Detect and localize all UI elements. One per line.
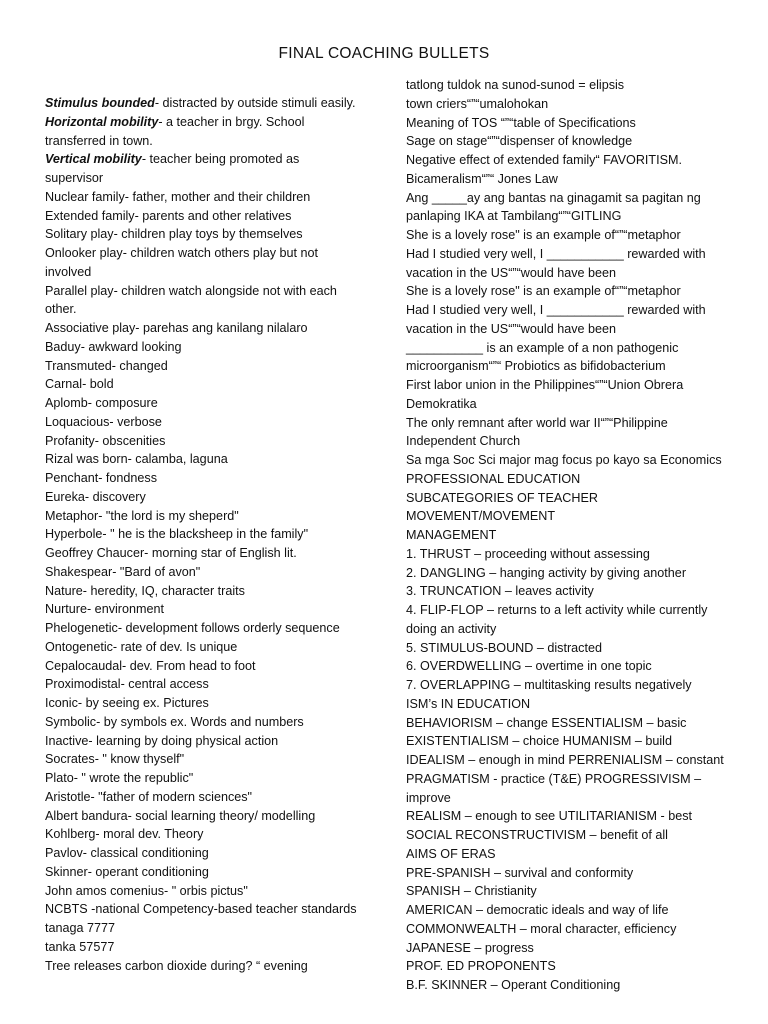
definition-text: Solitary play- children play toys by themselves bbox=[45, 227, 303, 242]
definition-text: Tree releases carbon dioxide during? “ evening bbox=[45, 958, 308, 973]
left-line bbox=[45, 113, 365, 132]
left-line bbox=[45, 675, 365, 694]
definition-text: Transmuted- changed bbox=[45, 358, 168, 373]
right-column bbox=[406, 76, 741, 995]
right-line: SOCIAL RECONSTRUCTIVISM – benefit of all bbox=[406, 828, 668, 842]
definition-text: Geoffrey Chaucer- morning star of English lit. bbox=[45, 546, 297, 560]
right-line: JAPANESE – progress bbox=[406, 940, 534, 955]
right-line: Independent Church bbox=[406, 434, 521, 449]
right-line: Ang _____ay ang bantas na ginagamit sa pagitan ng bbox=[406, 190, 701, 205]
right-line: PROFESSIONAL EDUCATION bbox=[406, 471, 581, 486]
definition-text: Iconic- by seeing ex. Pictures bbox=[45, 696, 209, 710]
right-line: 5. STIMULUS-BOUND – distracted bbox=[406, 640, 602, 655]
right-line: panlaping IKA at Tambilang“”“GITLING bbox=[406, 209, 622, 224]
definition-text: Skinner- operant conditioning bbox=[45, 864, 209, 879]
left-line bbox=[45, 469, 365, 488]
definition-text: Inactive- learning by doing physical action bbox=[45, 733, 279, 748]
right-line: microorganism“”“ Probiotics as bifidobacterium bbox=[406, 359, 666, 374]
left-line bbox=[45, 882, 365, 901]
left-line bbox=[45, 825, 365, 844]
definition-text: tanaga 7777 bbox=[45, 921, 116, 935]
right-line: ___________ is an example of a non pathogenic bbox=[406, 340, 679, 355]
right-line: 3. TRUNCATION – leaves activity bbox=[406, 584, 594, 599]
left-line bbox=[45, 263, 365, 282]
left-line bbox=[45, 844, 365, 863]
definition-text: Baduy- awkward looking bbox=[45, 339, 182, 354]
left-line bbox=[45, 732, 365, 751]
definition-text: Metaphor- "the lord is my sheperd" bbox=[45, 508, 239, 523]
right-line: 1. THRUST – proceeding without assessing bbox=[406, 546, 650, 561]
definition-text: NCBTS -national Competency-based teacher standards bbox=[45, 902, 357, 917]
right-line: 2. DANGLING – hanging activity by giving another bbox=[406, 565, 687, 580]
left-line bbox=[45, 244, 365, 263]
right-line: PRE-SPANISH – survival and conformity bbox=[406, 865, 634, 880]
left-line bbox=[45, 657, 365, 676]
definition-text: Rizal was born- calamba, laguna bbox=[45, 452, 228, 467]
left-line bbox=[45, 225, 365, 244]
definition-text: Proximodistal- central access bbox=[45, 677, 209, 692]
term-label: Vertical mobility bbox=[45, 152, 142, 167]
left-line bbox=[45, 788, 365, 807]
right-line: Demokratika bbox=[406, 396, 477, 411]
definition-text: Hyperbole- " he is the blacksheep in the family" bbox=[45, 527, 309, 542]
left-line bbox=[45, 413, 365, 432]
right-line: vacation in the US“”“would have been bbox=[406, 265, 617, 280]
right-line: SPANISH – Christianity bbox=[406, 884, 537, 899]
left-line bbox=[45, 544, 365, 563]
definition-text: Ontogenetic- rate of dev. Is unique bbox=[45, 639, 238, 654]
page-title: FINAL COACHING BULLETS bbox=[278, 45, 490, 62]
left-line bbox=[45, 394, 365, 413]
right-line: 4. FLIP-FLOP – returns to a left activity while currently bbox=[406, 603, 708, 617]
right-line: Meaning of TOS “”“table of Specifications bbox=[406, 115, 636, 130]
left-line bbox=[45, 450, 365, 469]
left-line bbox=[45, 713, 365, 732]
left-line bbox=[45, 957, 365, 976]
right-line: Bicameralism“”“ Jones Law bbox=[406, 171, 558, 186]
definition-text: Eureka- discovery bbox=[45, 489, 146, 504]
definition-text: other. bbox=[45, 302, 77, 317]
definition-text: involved bbox=[45, 264, 92, 279]
left-line bbox=[45, 132, 365, 151]
left-line bbox=[45, 375, 365, 394]
left-line bbox=[45, 582, 365, 601]
right-line: AMERICAN – democratic ideals and way of life bbox=[406, 903, 669, 917]
right-line: EXISTENTIALISM – choice HUMANISM – build bbox=[406, 734, 672, 749]
definition-text: Profanity- obscenities bbox=[45, 433, 166, 448]
right-line: She is a lovely rose" is an example of“”“metaphor bbox=[406, 284, 681, 299]
definition-text: Onlooker play- children watch others play but not bbox=[45, 246, 319, 260]
right-line: 7. OVERLAPPING – multitasking results negatively bbox=[406, 678, 692, 692]
definition-text: Parallel play- children watch alongside not with each bbox=[45, 283, 337, 298]
definition-text: Penchant- fondness bbox=[45, 471, 158, 485]
term-label: Stimulus bounded bbox=[45, 96, 155, 110]
definition-text: Associative play- parehas ang kanilang nilalaro bbox=[45, 321, 308, 335]
right-line: doing an activity bbox=[406, 621, 497, 636]
left-line bbox=[45, 938, 365, 957]
right-line: COMMONWEALTH – moral character, efficiency bbox=[406, 921, 677, 936]
right-line: tatlong tuldok na sunod-sunod = elipsis bbox=[406, 78, 625, 92]
definition-text: Symbolic- by symbols ex. Words and numbers bbox=[45, 714, 304, 729]
right-line: Sage on stage“”“dispenser of knowledge bbox=[406, 134, 633, 149]
right-line: IDEALISM – enough in mind PERRENIALISM – constant bbox=[406, 753, 724, 767]
right-line: SUBCATEGORIES OF TEACHER MOVEMENT/MOVEMENT bbox=[406, 490, 598, 524]
right-line: REALISM – enough to see UTILITARIANISM - best bbox=[406, 809, 693, 824]
right-line: improve bbox=[406, 790, 451, 805]
left-line bbox=[45, 432, 365, 451]
definition-text: - teacher being promoted as bbox=[141, 152, 300, 167]
left-line bbox=[45, 207, 365, 226]
definition-text: Nurture- environment bbox=[45, 602, 164, 617]
left-line bbox=[45, 507, 365, 526]
right-line: ISM’s IN EDUCATION bbox=[406, 696, 531, 711]
left-line bbox=[45, 900, 365, 919]
definition-text: Aplomb- composure bbox=[45, 396, 158, 410]
right-line: The only remnant after world war II“”“Philippine bbox=[406, 415, 668, 430]
left-line bbox=[45, 282, 365, 301]
right-line: PRAGMATISM - practice (T&E) PROGRESSIVISM – bbox=[406, 771, 702, 786]
left-line bbox=[45, 525, 365, 544]
left-line bbox=[45, 863, 365, 882]
definition-text: Kohlberg- moral dev. Theory bbox=[45, 827, 204, 842]
left-line bbox=[45, 319, 365, 338]
right-line: vacation in the US“”“would have been bbox=[406, 321, 617, 336]
definition-text: Nature- heredity, IQ, character traits bbox=[45, 583, 245, 598]
right-line: 6. OVERDWELLING – overtime in one topic bbox=[406, 659, 652, 674]
left-column bbox=[45, 94, 365, 975]
right-line: Had I studied very well, I ___________ rewarded with bbox=[406, 246, 706, 261]
left-line bbox=[45, 357, 365, 376]
left-line bbox=[45, 619, 365, 638]
left-line bbox=[45, 150, 365, 169]
left-line bbox=[45, 807, 365, 826]
right-line: PROF. ED PROPONENTS bbox=[406, 959, 556, 974]
right-line: She is a lovely rose" is an example of“”“metaphor bbox=[406, 228, 681, 242]
left-line bbox=[45, 750, 365, 769]
definition-text: Albert bandura- social learning theory/ modelling bbox=[45, 808, 316, 823]
right-line: town criers“”“umalohokan bbox=[406, 96, 549, 111]
right-line: B.F. SKINNER – Operant Conditioning bbox=[406, 978, 621, 992]
definition-text: Plato- " wrote the republic" bbox=[45, 771, 194, 785]
right-line: BEHAVIORISM – change ESSENTIALISM – basic bbox=[406, 715, 687, 730]
definition-text: Cepalocaudal- dev. From head to foot bbox=[45, 658, 256, 673]
definition-text: transferred in town. bbox=[45, 133, 153, 148]
definition-text: John amos comenius- " orbis pictus" bbox=[45, 883, 248, 898]
left-line bbox=[45, 94, 365, 113]
left-line bbox=[45, 638, 365, 657]
left-line bbox=[45, 300, 365, 319]
definition-text: Loquacious- verbose bbox=[45, 414, 162, 429]
definition-text: Phelogenetic- development follows orderly sequence bbox=[45, 621, 340, 635]
definition-text: supervisor bbox=[45, 171, 104, 185]
left-line bbox=[45, 919, 365, 938]
left-line bbox=[45, 338, 365, 357]
left-line bbox=[45, 169, 365, 188]
definition-text: Extended family- parents and other relatives bbox=[45, 208, 292, 223]
definition-text: - distracted by outside stimuli easily. bbox=[154, 96, 356, 110]
definition-text: tanka 57577 bbox=[45, 939, 115, 954]
right-line: Negative effect of extended family“ FAVORITISM. bbox=[406, 153, 683, 167]
right-line: Sa mga Soc Sci major mag focus po kayo sa Economics bbox=[406, 453, 722, 467]
term-label: Horizontal mobility bbox=[45, 114, 159, 129]
right-line: AIMS OF ERAS bbox=[406, 846, 496, 861]
definition-text: Aristotle- "father of modern sciences" bbox=[45, 789, 253, 804]
left-line bbox=[45, 563, 365, 582]
definition-text: - a teacher in brgy. School bbox=[158, 114, 305, 129]
definition-text: Socrates- " know thyself" bbox=[45, 752, 185, 767]
left-line bbox=[45, 694, 365, 713]
left-line bbox=[45, 188, 365, 207]
right-line: MANAGEMENT bbox=[406, 528, 497, 542]
left-line bbox=[45, 600, 365, 619]
definition-text: Pavlov- classical conditioning bbox=[45, 846, 209, 860]
definition-text: Nuclear family- father, mother and their children bbox=[45, 189, 311, 204]
left-line bbox=[45, 488, 365, 507]
definition-text: Shakespear- "Bard of avon" bbox=[45, 564, 201, 579]
right-line: First labor union in the Philippines“”“Union Obrera bbox=[406, 378, 684, 392]
definition-text: Carnal- bold bbox=[45, 377, 114, 392]
left-line bbox=[45, 769, 365, 788]
right-line: Had I studied very well, I ___________ rewarded with bbox=[406, 303, 706, 317]
